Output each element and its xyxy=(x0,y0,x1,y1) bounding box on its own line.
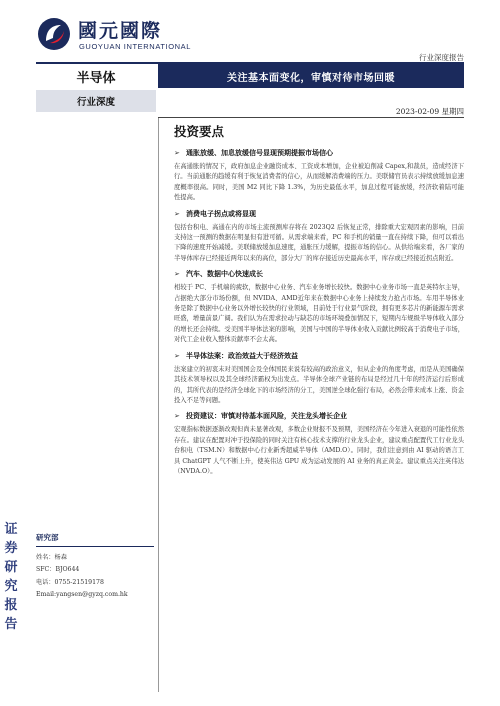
sector-label: 半导体 xyxy=(76,70,116,86)
section-body: 包括台积电、高通在内的市场主流预测库存将在 2023Q2 后恢复正常，排除重大宏观因素的影响，目前支持这一预测的数据在明显但有进可循。从需求端来看，PC 和手机的销量一直在持续下降，但可以看出下降的速度开始减缓。美联储放缓加息速度，通胀压力缓解，提振市场的信心。从供给端来看，各厂家的半导体库存已经接近两年以来的高位，部分大厂的库存接近历史最高水平，库存或已经接近拐点附近。 xyxy=(174,223,464,262)
date-divider xyxy=(158,117,464,118)
main-content xyxy=(174,122,464,477)
section-heading xyxy=(174,411,464,421)
company-logo xyxy=(36,14,192,58)
section-body: 在高通胀的情况下，政府加息企业融资成本、工资成本增加，企业被迫削减 Capex,和裁员，造成经济下行。当前通胀的趋缓有利于恢复消费者的信心，从而缓解消费端的压力。美联储官员表示持续放缓加息速度概率很高。同时，美国 M2 同比下降 1.3%，为历史最低水平，加息过程可能放缓，经济软着陆可能性提高。 xyxy=(174,163,464,202)
guoyuan-logo-icon xyxy=(36,16,72,52)
report-title: 关注基本面变化，审慎对待市场回暖 xyxy=(158,64,464,88)
section-heading xyxy=(174,209,464,219)
sidebar-divider xyxy=(158,118,159,692)
section-title: 汽车、数据中心快速成长 xyxy=(186,270,263,279)
report-subtype: 行业深度 xyxy=(36,90,156,112)
analyst-sfc: SFC：BJO644 xyxy=(36,566,80,574)
brand-name-cn: 國元國際 xyxy=(78,20,163,42)
section-title: 投资建议：审慎对待基本面风险，关注龙头增长企业 xyxy=(186,412,347,421)
arrow-bullet-icon: ➢ xyxy=(174,412,180,421)
section-heading xyxy=(174,351,464,361)
section-heading xyxy=(174,269,464,279)
section-heading xyxy=(174,148,464,158)
section-title: 通胀放缓、加息放缓信号显现预期提振市场信心 xyxy=(186,149,333,157)
analyst-email-link[interactable]: Email:yangsen@gyzq.com.hk xyxy=(36,591,128,599)
section-title: 消费电子拐点或将显现 xyxy=(186,209,256,218)
section-body: 宏观指标数据逐渐改观但尚未显著改观，多数企业财报不及预期，美国经济在今年进入衰退的可能性依然存在。建议在配置对冲于投保险的同时关注有核心技术支撑的行业龙头企业，建议重点配置代工行业龙头台积电（TSM.N）和数据中心行业新秀超威半导体（AMD.O）。同时，我们注意到由 AI 驱动的语言工具 ChatGPT 人气不断上升，使英伟达 GPU 成为运动发展的 AI 业务的真正黄金。建议重点关注英伟达（NVDA.O）。 xyxy=(174,426,464,475)
report-date: 2023-02-09 星期四 xyxy=(395,107,464,116)
main-heading: 投资要点 xyxy=(174,124,225,139)
arrow-bullet-icon: ➢ xyxy=(174,209,180,218)
section-body: 相较于 PC、手机端的疲软，数据中心业务、汽车业务增长较快。数据中心业务市场一直是英特尔主导，占据绝大部分市场份额，但 NVIDA、AMD近年来在数据中心业务上持续发力抢占市场。车用半导体业务是除了数据中心业务以外增长较快的行业领域，目前处于行业景气阶段，拥有更多芯片的新能源车需求旺盛，增量前景广阔。我们认为在需求拉动与缺芯的市场环境叠加情况下，短期内车规级半导体收入部分的增长还会持续。受美国半导体法案的影响，美国与中国的半导体业收入贡献比例较高于消费电子市场，对代工企业收入整体贡献率不会太高。 xyxy=(174,284,464,344)
section-body: 法案建立的初衷未对美国国会及全体国民来说有较高的政治意义，但从企业的角度考虑，而是从美国确保其技术领导权以及其全球经济霸权为出发点。半导体全球产业链的布局是经过几十年的经济运行后形成的，其所代表的是经济全球化下的市场经济的分工，美国逆全球化强行布局，必然会带来成本上涨、资金投入不足等问题。 xyxy=(174,365,464,404)
analyst-dept: 研究部 xyxy=(36,533,59,542)
side-label: 证券研究报告 xyxy=(4,522,18,632)
arrow-bullet-icon: ➢ xyxy=(174,270,180,279)
analyst-divider xyxy=(36,546,154,547)
analyst-name: 姓名：杨森 xyxy=(36,553,67,561)
arrow-bullet-icon: ➢ xyxy=(174,149,180,157)
brand-name-en: GUOYUAN INTERNATIONAL xyxy=(79,42,192,51)
section-title: 半导体法案：政治效益大于经济效益 xyxy=(186,351,298,360)
analyst-phone: 电话：0755-21519178 xyxy=(36,578,104,586)
analyst-info xyxy=(36,532,154,602)
arrow-bullet-icon: ➢ xyxy=(174,351,180,360)
report-type-label: 行业深度报告 xyxy=(419,53,464,62)
